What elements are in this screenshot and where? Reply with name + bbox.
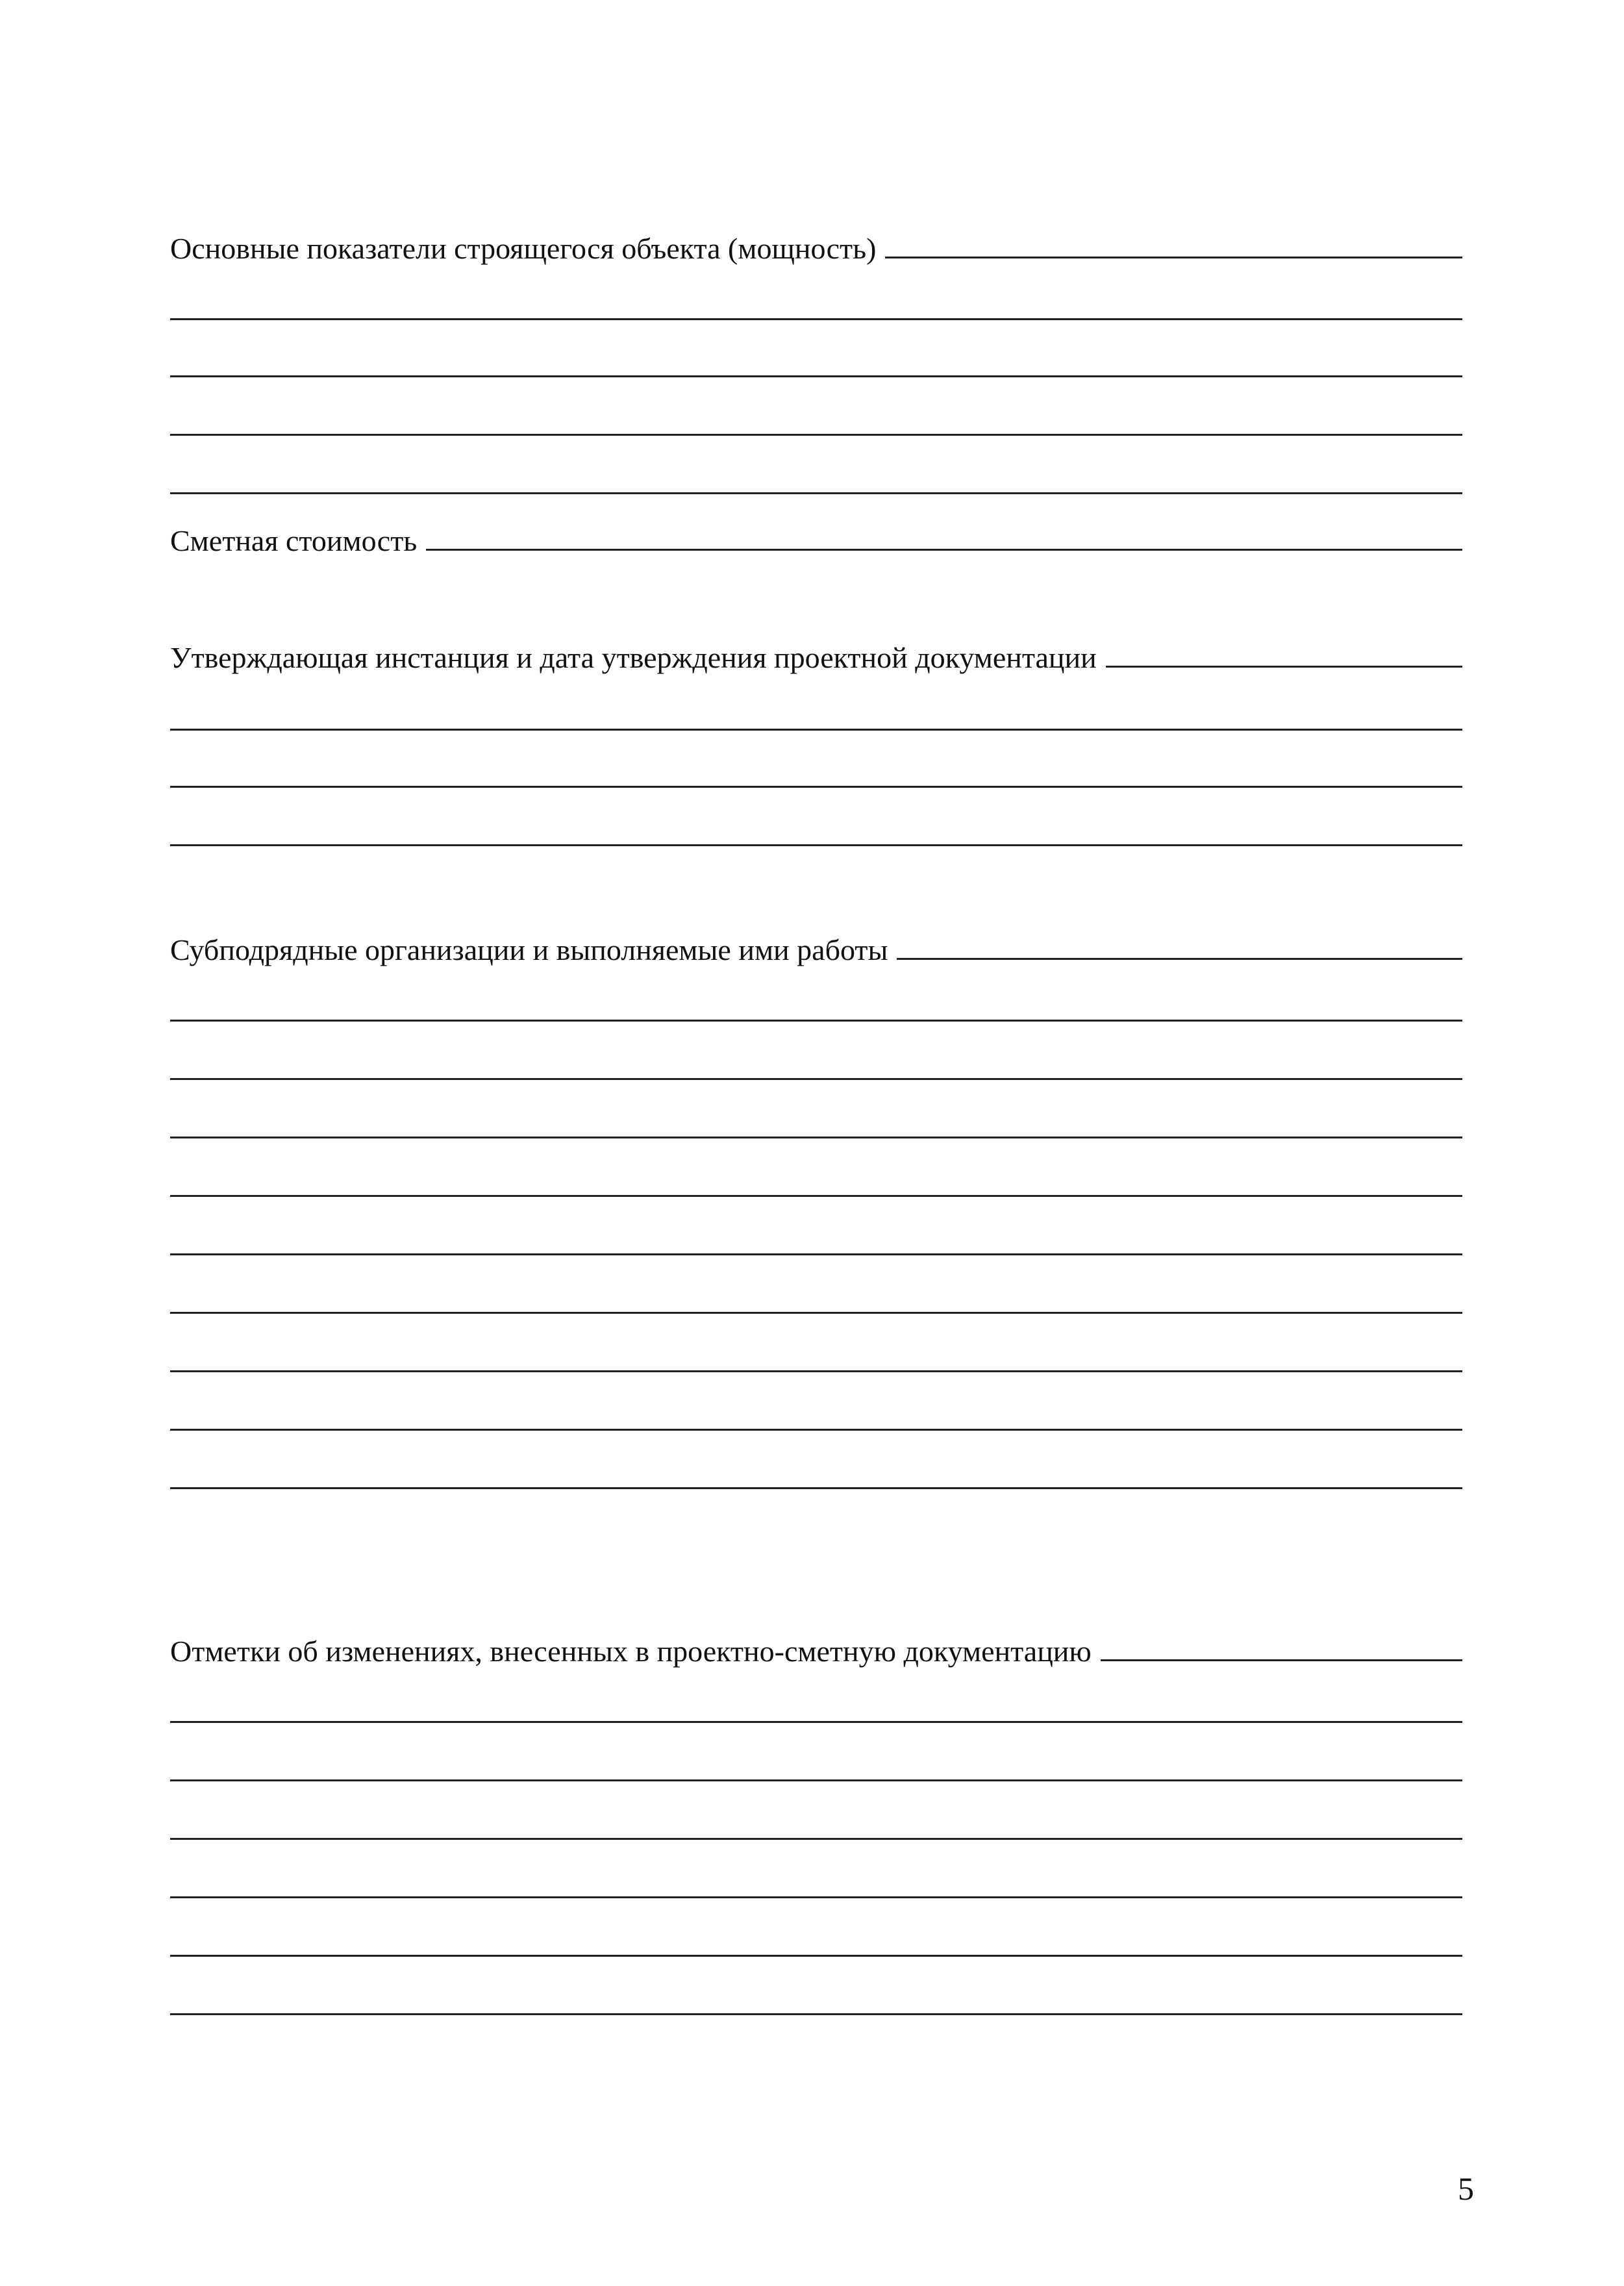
changes-row (170, 1624, 1462, 1669)
changes-label: Отметки об изменениях, внесенных в проектно-сметную документацию (170, 1635, 1092, 1668)
approval-line-2[interactable] (170, 786, 1462, 788)
subcontractors-line-7[interactable] (170, 1370, 1462, 1372)
changes-line-6[interactable] (170, 2013, 1462, 2015)
estimated-cost-field[interactable] (426, 542, 1462, 551)
page-number: 5 (1458, 2170, 1474, 2207)
changes-field[interactable] (1101, 1653, 1462, 1661)
subcontractors-line-5[interactable] (170, 1253, 1462, 1255)
changes-line-5[interactable] (170, 1955, 1462, 1957)
subcontractors-field[interactable] (897, 951, 1462, 960)
subcontractors-line-9[interactable] (170, 1487, 1462, 1489)
subcontractors-line-3[interactable] (170, 1137, 1462, 1138)
subcontractors-label: Субподрядные организации и выполняемые ими работы (170, 933, 888, 966)
capacity-label: Основные показатели строящегося объекта (мощность) (170, 232, 877, 265)
capacity-line-2[interactable] (170, 375, 1462, 377)
approval-row (170, 630, 1462, 675)
changes-line-2[interactable] (170, 1779, 1462, 1781)
subcontractors-line-2[interactable] (170, 1078, 1462, 1080)
subcontractors-row (170, 922, 1462, 968)
approval-field[interactable] (1106, 659, 1462, 668)
subcontractors-line-8[interactable] (170, 1429, 1462, 1431)
subcontractors-line-6[interactable] (170, 1312, 1462, 1314)
changes-line-1[interactable] (170, 1721, 1462, 1723)
changes-line-3[interactable] (170, 1838, 1462, 1840)
subcontractors-line-1[interactable] (170, 1020, 1462, 1022)
approval-line-3[interactable] (170, 844, 1462, 846)
approval-label: Утверждающая инстанция и дата утверждения проектной документации (170, 641, 1097, 674)
capacity-line-4[interactable] (170, 492, 1462, 494)
capacity-line-1[interactable] (170, 318, 1462, 320)
capacity-field[interactable] (885, 250, 1462, 258)
changes-line-4[interactable] (170, 1896, 1462, 1898)
subcontractors-line-4[interactable] (170, 1195, 1462, 1197)
estimated-cost-row (170, 513, 1462, 559)
capacity-line-3[interactable] (170, 434, 1462, 436)
estimated-cost-label: Сметная стоимость (170, 524, 418, 557)
capacity-row (170, 221, 1462, 266)
approval-line-1[interactable] (170, 729, 1462, 731)
